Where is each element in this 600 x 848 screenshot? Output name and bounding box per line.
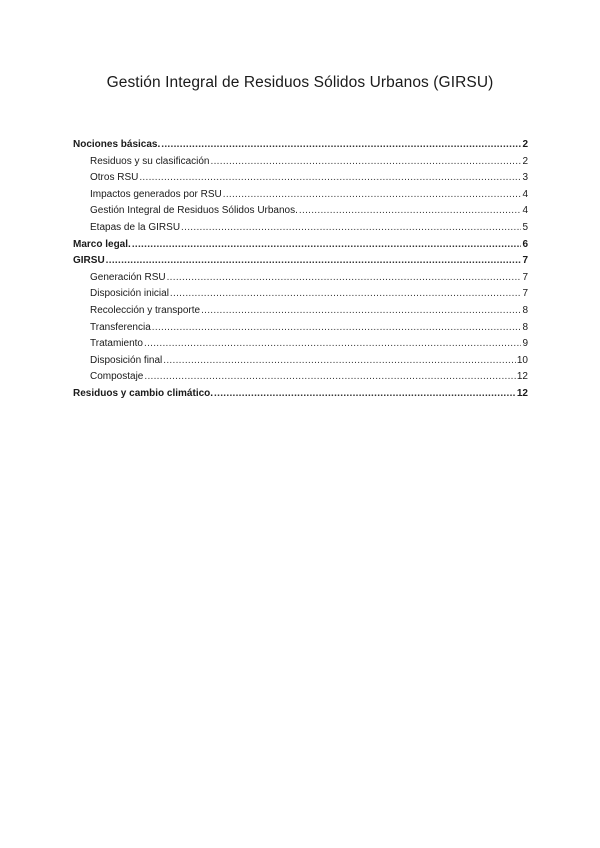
toc-leader-dots (170, 286, 522, 303)
toc-entry-page: 10 (516, 354, 528, 366)
toc-entry-page: 8 (522, 304, 528, 316)
toc-entry-label: Otros RSU (90, 172, 139, 184)
toc-entry[interactable] (73, 369, 528, 386)
toc-leader-dots (214, 386, 516, 403)
toc-entry-label: Residuos y cambio climático. (73, 387, 214, 399)
toc-entry[interactable] (73, 220, 528, 237)
toc-entry[interactable] (73, 170, 528, 187)
toc-entry-page: 4 (522, 205, 528, 217)
toc-entry-label: Disposición final (90, 354, 163, 366)
toc-entry[interactable] (73, 203, 528, 220)
toc-leader-dots (167, 270, 522, 287)
toc-leader-dots (201, 303, 521, 320)
toc-leader-dots (106, 253, 522, 270)
toc-entry-page: 2 (522, 139, 528, 150)
toc-entry[interactable] (73, 237, 528, 254)
document-title: Gestión Integral de Residuos Sólidos Urbanos (GIRSU) (106, 74, 494, 91)
toc-entry-page: 8 (522, 321, 528, 333)
toc-entry-page: 7 (522, 288, 528, 300)
toc-entry-label: Etapas de la GIRSU (90, 221, 181, 233)
toc-entry[interactable] (73, 137, 528, 154)
toc-entry-label: Gestión Integral de Residuos Sólidos Urbanos. (90, 205, 298, 217)
toc-entry-label: Recolección y transporte (90, 304, 201, 316)
toc-entry-label: Impactos generados por RSU (90, 188, 222, 200)
toc-entry-page: 2 (522, 155, 528, 167)
toc-entry-label: GIRSU (73, 255, 105, 267)
toc-entry-page: 5 (522, 221, 528, 233)
toc-entry[interactable] (73, 154, 528, 171)
toc-entry-page: 3 (522, 172, 528, 184)
toc-entry[interactable] (73, 286, 528, 303)
toc-entry[interactable] (73, 187, 528, 204)
toc-entry-page: 6 (522, 238, 528, 250)
toc-leader-dots (211, 154, 522, 171)
toc-leader-dots (144, 336, 521, 353)
toc-leader-dots (139, 170, 521, 187)
toc-entry-label: Disposición inicial (90, 288, 169, 300)
toc-leader-dots (223, 187, 522, 204)
toc-leader-dots (163, 353, 516, 370)
toc-entry[interactable] (73, 320, 528, 337)
toc-leader-dots (152, 320, 522, 337)
toc-entry[interactable] (73, 303, 528, 320)
toc-entry-label: Transferencia (90, 321, 151, 333)
toc-entry-page: 4 (522, 188, 528, 200)
toc-leader-dots (144, 369, 516, 386)
toc-entry-page: 7 (522, 271, 528, 283)
toc-entry-page: 12 (516, 371, 528, 383)
toc-entry[interactable] (73, 353, 528, 370)
toc-entry-label: Nociones básicas. (73, 139, 161, 150)
toc-entry-label: Marco legal. (73, 238, 131, 250)
toc-entry[interactable] (73, 336, 528, 353)
toc-entry[interactable] (73, 253, 528, 270)
toc-entry[interactable] (73, 386, 528, 403)
toc-entry[interactable] (73, 270, 528, 287)
toc-leader-dots (132, 237, 522, 254)
toc-entry-label: Compostaje (90, 371, 144, 383)
toc-leader-dots (161, 137, 521, 154)
table-of-contents (73, 137, 528, 403)
toc-entry-label: Generación RSU (90, 271, 166, 283)
toc-entry-label: Tratamiento (90, 338, 143, 350)
toc-entry-label: Residuos y su clasificación (90, 155, 210, 167)
toc-leader-dots (181, 220, 521, 237)
toc-entry-page: 7 (522, 255, 528, 267)
toc-leader-dots (299, 203, 522, 220)
toc-entry-page: 12 (516, 387, 528, 399)
toc-entry-page: 9 (522, 338, 528, 350)
